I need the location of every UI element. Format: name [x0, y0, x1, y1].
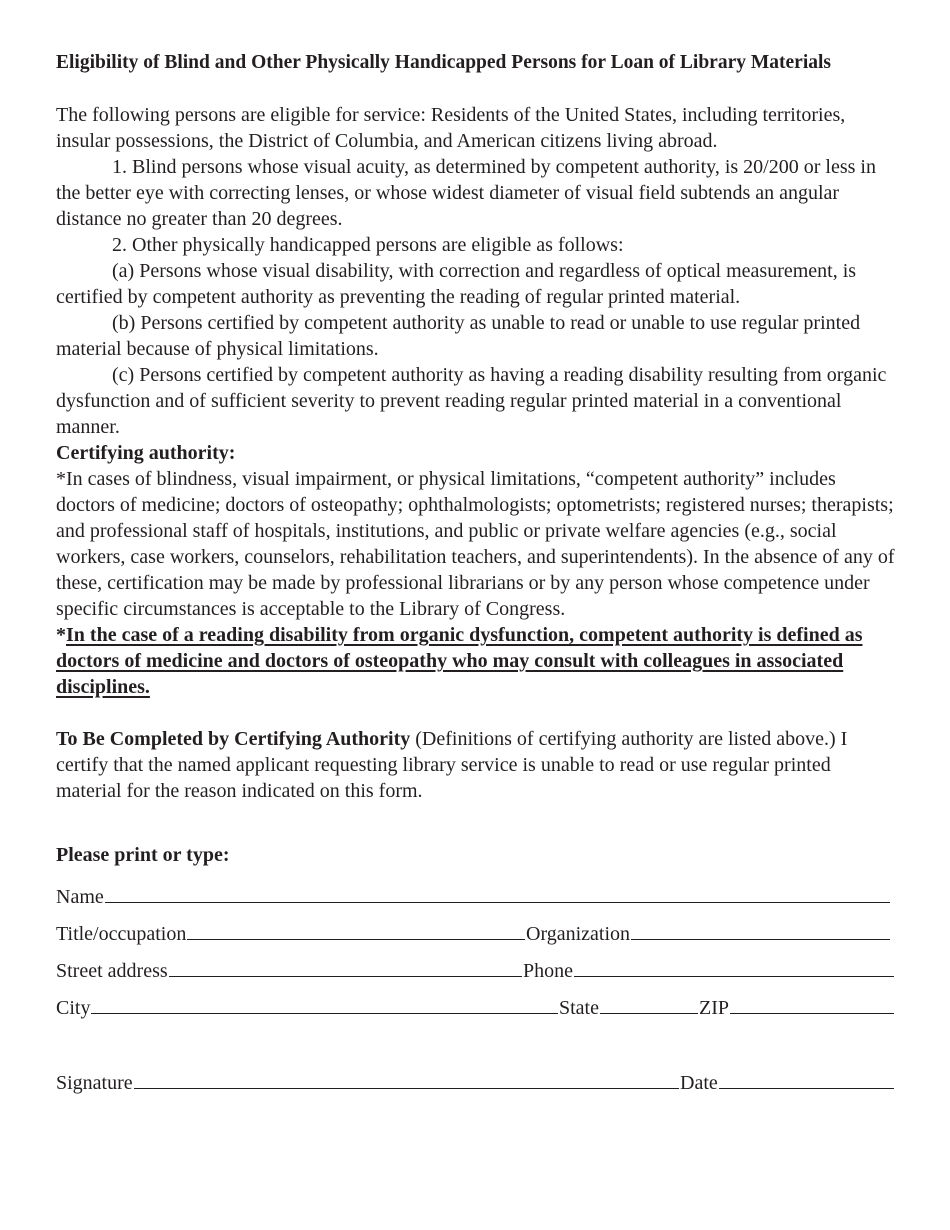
title-occupation-label: Title/occupation — [56, 923, 187, 945]
eligibility-item-2b: (b) Persons certified by competent authority as unable to read or unable to use regular printed material because of physical limitations. — [56, 312, 861, 360]
certifying-authority-text: *In cases of blindness, visual impairment, or physical limitations, “competent authority” includes doctors of medicine; doctors of osteopathy; ophthalmologists; optometrists; registered nurses; therapists; and professional staff of hospitals, institutions, and public or private welfare agencies (e.g., social workers, case workers, counselors, rehabilitation teachers, and superintendents). In the absence of any of these, certification may be made by professional librarians or by any person whose competence under specific circumstances is acceptable to the Library of Congress. — [56, 468, 895, 620]
signature-date-row — [56, 1068, 896, 1105]
name-row — [56, 882, 896, 919]
eligibility-item-1: 1. Blind persons whose visual acuity, as determined by competent authority, is 20/200 or less in the better eye with correcting lenses, or whose widest diameter of visual field subtends an angular distance no greater than 20 degrees. — [56, 156, 876, 230]
eligibility-item-2c: (c) Persons certified by competent authority as having a reading disability resulting from organic dysfunction and of sufficient severity to prevent reading regular printed material in a conventional manner. — [56, 364, 887, 438]
completion-heading: To Be Completed by Certifying Authority — [56, 728, 411, 750]
title-organization-row — [56, 919, 896, 956]
reading-disability-note-text: In the case of a reading disability from organic dysfunction, competent authority is defined as doctors of medicine and doctors of osteopathy who may consult with colleagues in associated disciplines. — [56, 624, 863, 698]
zip-label: ZIP — [699, 997, 729, 1019]
street-address-label: Street address — [56, 960, 168, 982]
phone-input-line[interactable] — [574, 956, 894, 977]
organization-input-line[interactable] — [631, 919, 890, 940]
completion-text: (Definitions of certifying authority are listed above.) I certify that the named applicant requesting library service is unable to read or use regular printed material for the reason indicated on this form. — [56, 728, 848, 802]
zip-input-line[interactable] — [730, 993, 894, 1014]
title-occupation-input-line[interactable] — [187, 919, 525, 940]
eligibility-form — [56, 50, 896, 1105]
date-label: Date — [680, 1072, 718, 1094]
signature-field[interactable] — [56, 1068, 679, 1095]
phone-field[interactable] — [523, 956, 894, 983]
name-label: Name — [56, 886, 104, 908]
reading-disability-note — [56, 622, 896, 700]
state-label: State — [559, 997, 599, 1019]
zip-field[interactable] — [699, 993, 894, 1020]
name-input-line[interactable] — [105, 882, 890, 903]
signature-input-line[interactable] — [134, 1068, 679, 1089]
certification-statement — [56, 726, 896, 804]
signature-label: Signature — [56, 1072, 133, 1094]
state-field[interactable] — [559, 993, 698, 1020]
asterisk-marker: * — [56, 624, 66, 646]
city-field[interactable] — [56, 993, 558, 1020]
eligibility-item-2: 2. Other physically handicapped persons are eligible as follows: — [112, 234, 624, 256]
name-field[interactable] — [56, 882, 890, 909]
date-input-line[interactable] — [719, 1068, 894, 1089]
eligibility-body — [56, 102, 896, 804]
form-title: Eligibility of Blind and Other Physically Handicapped Persons for Loan of Library Materials — [56, 52, 832, 73]
eligibility-item-2a: (a) Persons whose visual disability, with correction and regardless of optical measurement, is certified by competent authority as preventing the reading of regular printed material. — [56, 260, 857, 308]
phone-label: Phone — [523, 960, 573, 982]
certifying-authority-heading: Certifying authority: — [56, 442, 236, 464]
state-input-line[interactable] — [600, 993, 698, 1014]
date-field[interactable] — [680, 1068, 894, 1095]
title-occupation-field[interactable] — [56, 919, 525, 946]
intro-paragraph: The following persons are eligible for service: Residents of the United States, including territories, insular possessions, the District of Columbia, and American citizens living abroad. — [56, 104, 846, 152]
organization-field[interactable] — [526, 919, 890, 946]
organization-label: Organization — [526, 923, 631, 945]
city-input-line[interactable] — [91, 993, 558, 1014]
street-address-field[interactable] — [56, 956, 522, 983]
street-address-input-line[interactable] — [169, 956, 522, 977]
city-label: City — [56, 997, 91, 1019]
print-or-type-label: Please print or type: — [56, 844, 230, 866]
city-state-zip-row — [56, 993, 896, 1030]
address-phone-row — [56, 956, 896, 993]
